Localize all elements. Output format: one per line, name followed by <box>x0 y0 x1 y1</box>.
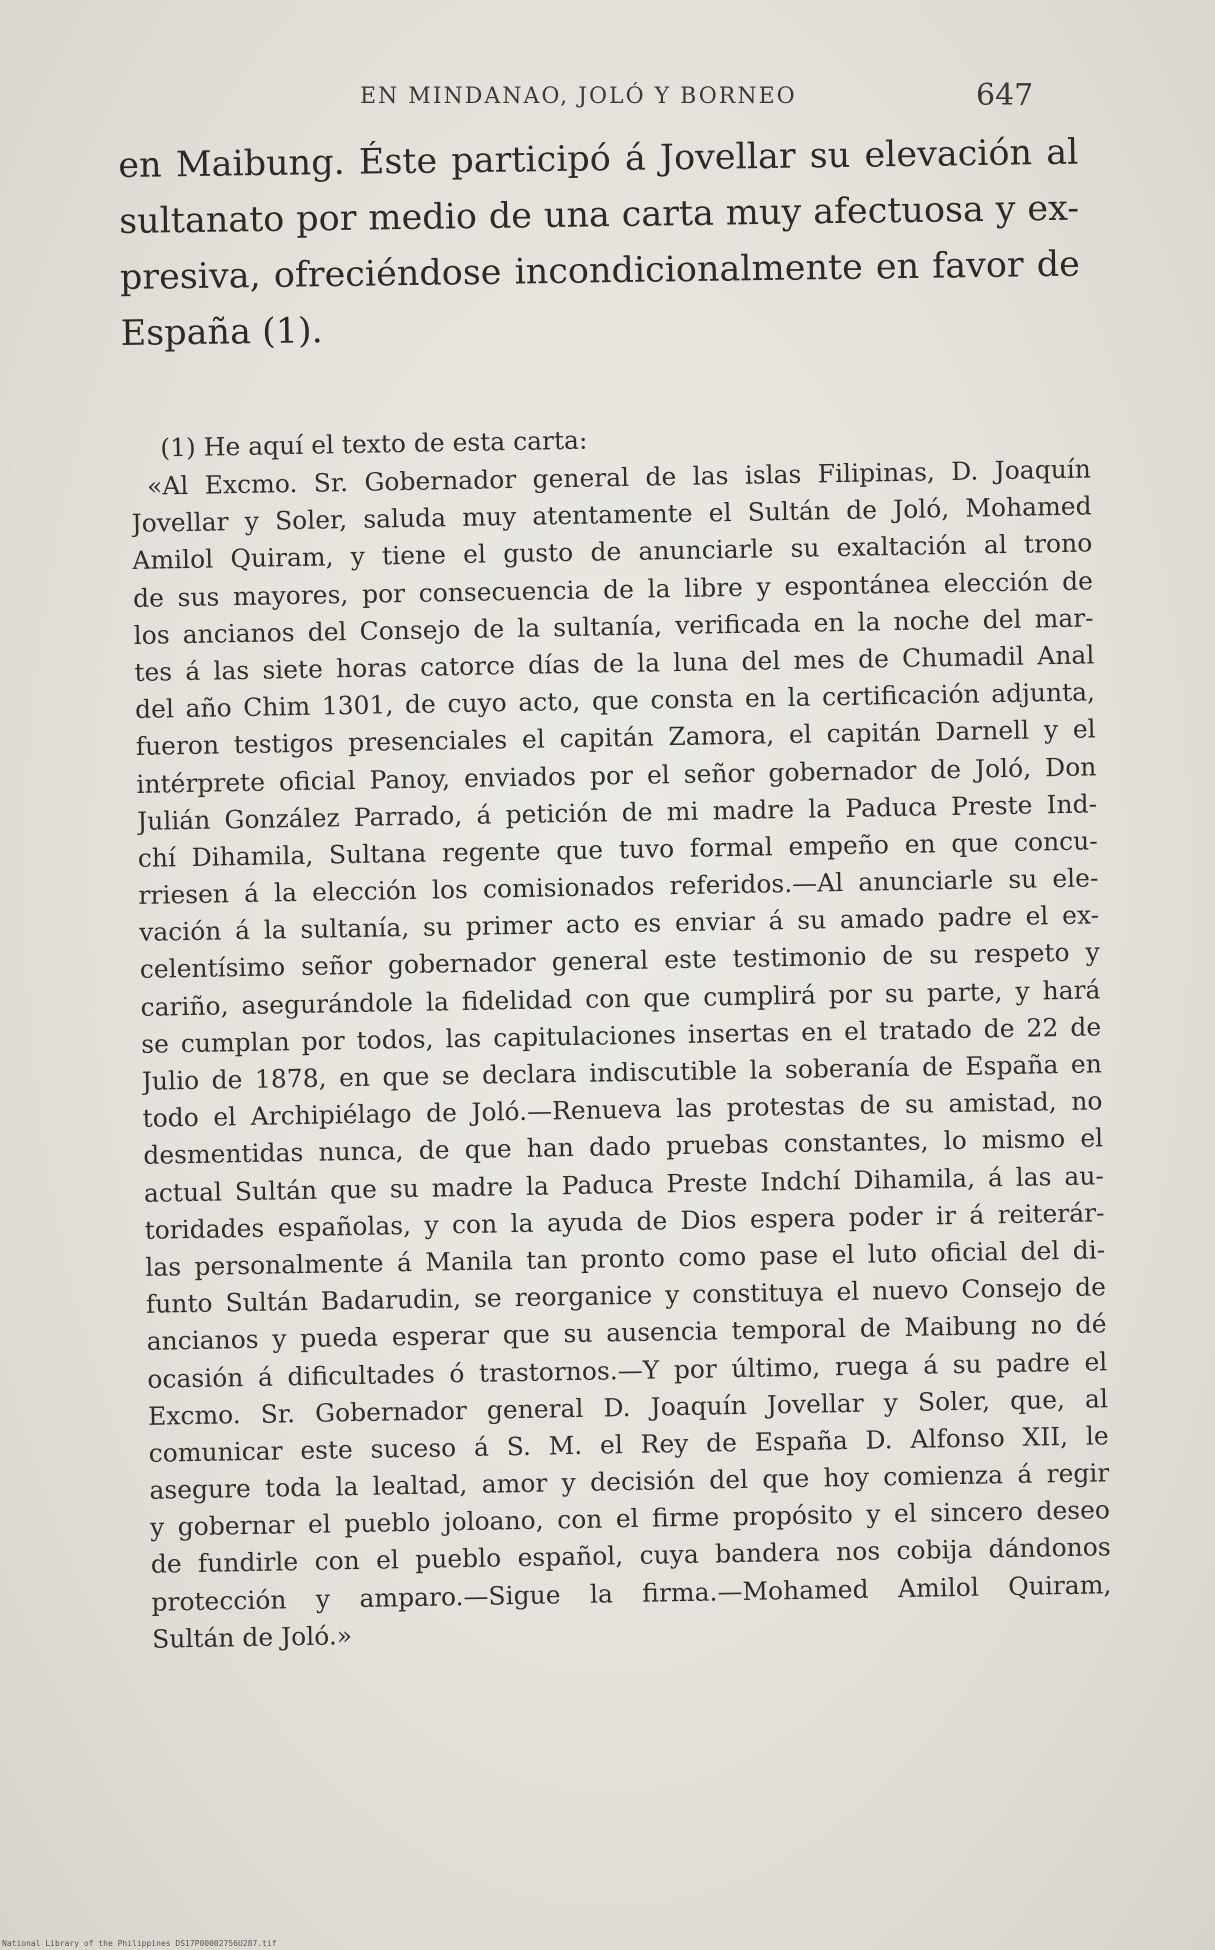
footnote-line: los ancianos del Consejo de la sultanía, verificada en la noche del mar- <box>133 603 1094 650</box>
footnote-line: Amilol Quiram, y tiene el gusto de anunciarle su exaltación al trono <box>132 528 1093 576</box>
page-number: 647 <box>976 78 1034 113</box>
footnote-line: de fundirle con el pueblo español, cuya bandera nos cobija dándonos <box>150 1532 1111 1580</box>
footnote-line: Jovellar y Soler, saluda muy atentamente el Sultán de Joló, Mohamed <box>131 491 1092 539</box>
footnote-line: de sus mayores, por consecuencia de la libre y espontánea elección de <box>132 565 1094 613</box>
footnote-line: intérprete oficial Panoy, enviados por el señor gobernador de Joló, Don <box>136 751 1097 799</box>
footnote-line: Sultán de Joló.» <box>151 1620 353 1654</box>
running-head <box>360 78 1060 118</box>
footnote-line: tes á las siete horas catorce días de la luna del mes de Chumadil Anal <box>134 640 1095 687</box>
footnote-line: rriesen á la elección los comisionados referidos.—Al anunciarle su ele- <box>138 863 1099 910</box>
footnote-line: Excmo. Sr. Gobernador general D. Joaquín Jovellar y Soler, que, al <box>147 1383 1109 1431</box>
footnote-line: actual Sultán que su madre la Paduca Preste Indchí Dihamila, á las au- <box>143 1160 1105 1208</box>
main-text-line: presiva, ofreciéndose incondicionalmente en favor de <box>119 244 1081 298</box>
footnote-line: ancianos y pueda esperar que su ausencia temporal de Maibung no dé <box>146 1309 1107 1357</box>
footnote-line: celentísimo señor gobernador general este testimonio de su respeto y <box>139 937 1100 985</box>
footnote-line: comunicar este suceso á S. M. el Rey de España D. Alfonso XII, le <box>148 1421 1109 1468</box>
footnote-line: cariño, asegurándole la fidelidad con que cumplirá por su parte, y hará <box>140 974 1101 1022</box>
footnote-line: vación á la sultanía, su primer acto es enviar á su amado padre el ex- <box>138 900 1100 948</box>
footnote-line: funto Sultán Badarudin, se reorganice y constituya el nuevo Consejo de <box>145 1272 1107 1319</box>
footnote-line: ocasión á dificultades ó trastornos.—Y por último, ruega á su padre el <box>147 1346 1108 1394</box>
footnote-line: Julio de 1878, en que se declara indiscutible la soberanía de España en <box>141 1049 1103 1096</box>
footnote-line: Julián González Parrado, á petición de mi madre la Paduca Preste Ind- <box>136 789 1098 836</box>
main-text-line: sultanato por medio de una carta muy afectuosa y ex- <box>118 188 1080 242</box>
main-text-line: España (1). <box>120 311 324 354</box>
footnote-line: desmentidas nunca, de que han dado pruebas constantes, lo mismo el <box>143 1123 1104 1171</box>
footnote-line: y gobernar el pueblo joloano, con el firme propósito y el sincero deseo <box>149 1495 1111 1543</box>
footnote <box>130 412 1112 1657</box>
footnote-line: todo el Archipiélago de Joló.—Renueva las protestas de su amistad, no <box>142 1086 1103 1134</box>
running-head-title: EN MINDANAO, JOLÓ Y BORNEO <box>360 84 797 109</box>
footnote-line: chí Dihamila, Sultana regente que tuvo formal empeño en que concu- <box>137 826 1098 873</box>
footnote-line: fueron testigos presenciales el capitán Zamora, el capitán Darnell y el <box>135 714 1096 762</box>
scan-footer: National Library of the Philippines DS17P00002756U287.tif <box>2 1939 277 1948</box>
main-text-line: en Maibung. Éste participó á Jovellar su elevación al <box>118 132 1079 186</box>
footnote-line: «Al Excmo. Sr. Gobernador general de las islas Filipinas, D. Joaquín <box>146 454 1092 501</box>
main-paragraph <box>118 125 1081 362</box>
footnote-line: del año Chim 1301, de cuyo acto, que consta en la certificación adjunta, <box>134 677 1096 725</box>
footnote-line: asegure toda la lealtad, amor y decisión del que hoy comienza á regir <box>149 1458 1110 1505</box>
footnote-line: protección y amparo.—Sigue la firma.—Mohamed Amilol Quiram, <box>151 1569 1112 1617</box>
footnote-line: toridades españolas, y con la ayuda de Dios espera poder ir á reiterár- <box>144 1198 1105 1245</box>
footnote-intro: (1) He aquí el texto de esta carta: <box>160 425 588 463</box>
footnote-line: las personalmente á Manila tan pronto como pase el luto oficial del di- <box>145 1235 1106 1282</box>
footnote-line: se cumplan por todos, las capitulaciones insertas en el tratado de 22 de <box>140 1012 1102 1059</box>
